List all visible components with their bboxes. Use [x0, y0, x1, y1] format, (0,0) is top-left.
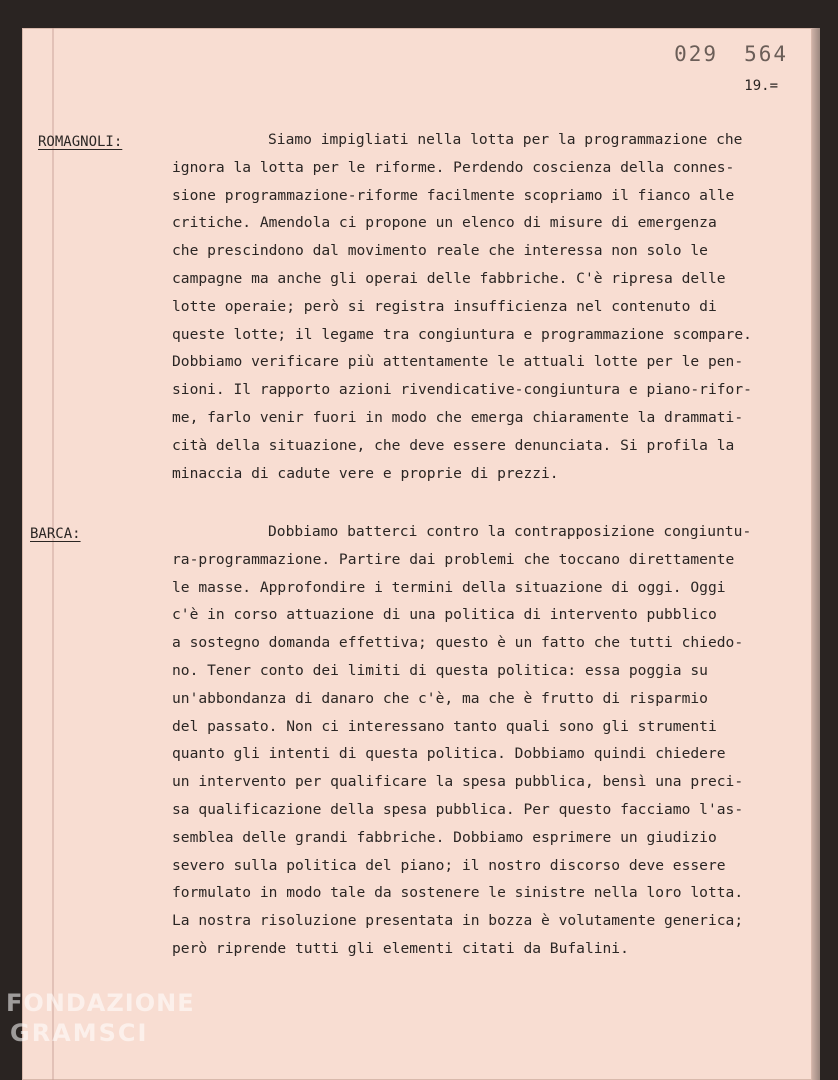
text-line: Siamo impigliati nella lotta per la programmazione che: [268, 131, 743, 148]
text-line: del passato. Non ci interessano tanto quali sono gli strumenti: [172, 717, 717, 735]
text-line: sioni. Il rapporto azioni rivendicative-congiuntura e piano-rifor-: [172, 381, 752, 399]
archive-number-b: 564: [744, 42, 788, 66]
text-line: La nostra risoluzione presentata in bozza è volutamente generica;: [172, 912, 744, 930]
speaker-name: BARCA:: [30, 526, 81, 542]
text-line: ra-programmazione. Partire dai problemi che toccano direttamente: [172, 550, 735, 568]
speech-paragraph-barca: [172, 518, 812, 963]
page-number: 19.=: [744, 78, 778, 94]
text-line: un intervento per qualificare la spesa pubblica, bensì una preci-: [172, 773, 744, 791]
text-line: però riprende tutti gli elementi citati da Bufalini.: [172, 939, 629, 957]
archive-number-a: 029: [674, 42, 719, 66]
watermark-logo: [6, 988, 195, 1048]
speech-paragraph-romagnoli: [172, 126, 812, 487]
text-line: quanto gli intenti di questa politica. Dobbiamo quindi chiedere: [172, 745, 726, 763]
document-page: [22, 28, 812, 1080]
watermark-line-1: FONDAZIONE: [6, 989, 195, 1017]
text-line: che prescindono dal movimento reale che interessa non solo le: [172, 242, 708, 260]
margin-rule: [52, 28, 54, 1080]
text-line: minaccia di cadute vere e proprie di prezzi.: [172, 464, 559, 482]
text-line: Dobbiamo verificare più attentamente le attuali lotte per le pen-: [172, 353, 744, 371]
text-line: no. Tener conto dei limiti di questa politica: essa poggia su: [172, 661, 708, 679]
page-edge: [812, 28, 820, 1080]
speaker-name: ROMAGNOLI:: [38, 134, 123, 150]
text-line: a sostegno domanda effettiva; questo è un fatto che tutti chiedo-: [172, 634, 744, 652]
text-line: lotte operaie; però si registra insufficienza nel contenuto di: [172, 297, 717, 315]
text-line: c'è in corso attuazione di una politica di intervento pubblico: [172, 606, 717, 624]
text-line: critiche. Amendola ci propone un elenco di misure di emergenza: [172, 214, 717, 232]
text-line: semblea delle grandi fabbriche. Dobbiamo esprimere un giudizio: [172, 828, 717, 846]
text-line: cità della situazione, che deve essere denunciata. Si profila la: [172, 436, 735, 454]
speaker-label-romagnoli: [38, 134, 122, 150]
text-line: sione programmazione-riforme facilmente scopriamo il fianco alle: [172, 186, 735, 204]
text-line: ignora la lotta per le riforme. Perdendo coscienza della connes-: [172, 158, 735, 176]
text-line: le masse. Approfondire i termini della situazione di oggi. Oggi: [172, 578, 726, 596]
archive-stamp: [674, 42, 788, 66]
text-line: campagne ma anche gli operai delle fabbriche. C'è ripresa delle: [172, 269, 726, 287]
speaker-label-barca: [30, 526, 81, 542]
text-line: queste lotte; il legame tra congiuntura e programmazione scompare.: [172, 325, 752, 343]
text-line: formulato in modo tale da sostenere le sinistre nella loro lotta.: [172, 884, 744, 902]
text-line: sa qualificazione della spesa pubblica. Per questo facciamo l'as-: [172, 800, 744, 818]
text-line: me, farlo venir fuori in modo che emerga chiaramente la drammati-: [172, 408, 744, 426]
text-line: Dobbiamo batterci contro la contrapposizione congiuntu-: [268, 523, 752, 540]
watermark-line-2: GRAMSCI: [10, 1019, 149, 1047]
text-line: severo sulla politica del piano; il nostro discorso deve essere: [172, 856, 726, 874]
text-line: un'abbondanza di danaro che c'è, ma che è frutto di risparmio: [172, 689, 708, 707]
